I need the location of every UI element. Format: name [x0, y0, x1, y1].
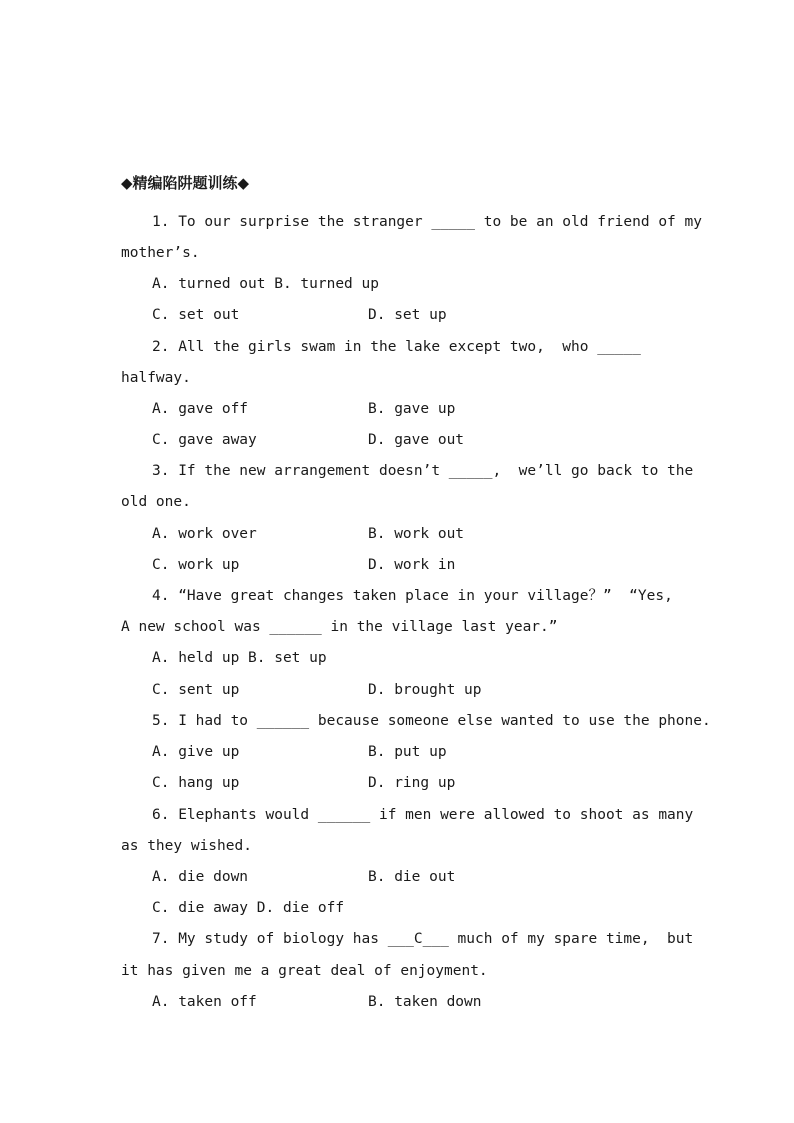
question-5-option-b: B. put up — [368, 744, 447, 760]
section-title: ◆精编陷阱题训练◆ — [121, 174, 250, 192]
question-3-option-c: C. work up — [152, 557, 240, 573]
question-1-stem-cont: mother’s. — [121, 245, 200, 261]
question-3-option-a: A. work over — [152, 526, 257, 542]
question-1-option-c: C. set out — [152, 307, 240, 323]
question-6-options-cd: C. die away D. die off — [152, 900, 345, 916]
question-2-stem: 2. All the girls swam in the lake except two, who _____ — [152, 339, 641, 355]
question-4-option-d: D. brought up — [368, 682, 482, 698]
question-1-option-d: D. set up — [368, 307, 447, 323]
question-6-option-b: B. die out — [368, 869, 456, 885]
question-4-stem-cont: A new school was ______ in the village last year.” — [121, 619, 558, 635]
question-4-stem: 4. “Have great changes taken place in your village？” “Yes, — [152, 588, 673, 604]
question-5-option-d: D. ring up — [368, 775, 456, 791]
question-2-option-a: A. gave off — [152, 401, 249, 417]
question-2-option-c: C. gave away — [152, 432, 257, 448]
question-7-stem-cont: it has given me a great deal of enjoyment. — [121, 963, 488, 979]
question-3-stem-cont: old one. — [121, 494, 191, 510]
question-7-option-a: A. taken off — [152, 994, 257, 1010]
question-1-stem: 1. To our surprise the stranger _____ to be an old friend of my — [152, 214, 702, 230]
question-7-option-b: B. taken down — [368, 994, 482, 1010]
question-2-option-d: D. gave out — [368, 432, 465, 448]
question-5-stem: 5. I had to ______ because someone else wanted to use the phone. — [152, 713, 711, 729]
question-3-option-d: D. work in — [368, 557, 456, 573]
question-3-option-b: B. work out — [368, 526, 465, 542]
question-5-option-a: A. give up — [152, 744, 240, 760]
question-6-stem-cont: as they wished. — [121, 838, 252, 854]
question-6-stem: 6. Elephants would ______ if men were allowed to shoot as many — [152, 807, 694, 823]
question-4-option-c: C. sent up — [152, 682, 240, 698]
question-6-option-a: A. die down — [152, 869, 249, 885]
question-4-options-ab: A. held up B. set up — [152, 650, 327, 666]
question-2-stem-cont: halfway. — [121, 370, 191, 386]
question-5-option-c: C. hang up — [152, 775, 240, 791]
question-7-stem: 7. My study of biology has ___C___ much of my spare time, but — [152, 931, 694, 947]
question-3-stem: 3. If the new arrangement doesn’t _____, we’ll go back to the — [152, 463, 694, 479]
question-1-options-ab: A. turned out B. turned up — [152, 276, 379, 292]
question-2-option-b: B. gave up — [368, 401, 456, 417]
